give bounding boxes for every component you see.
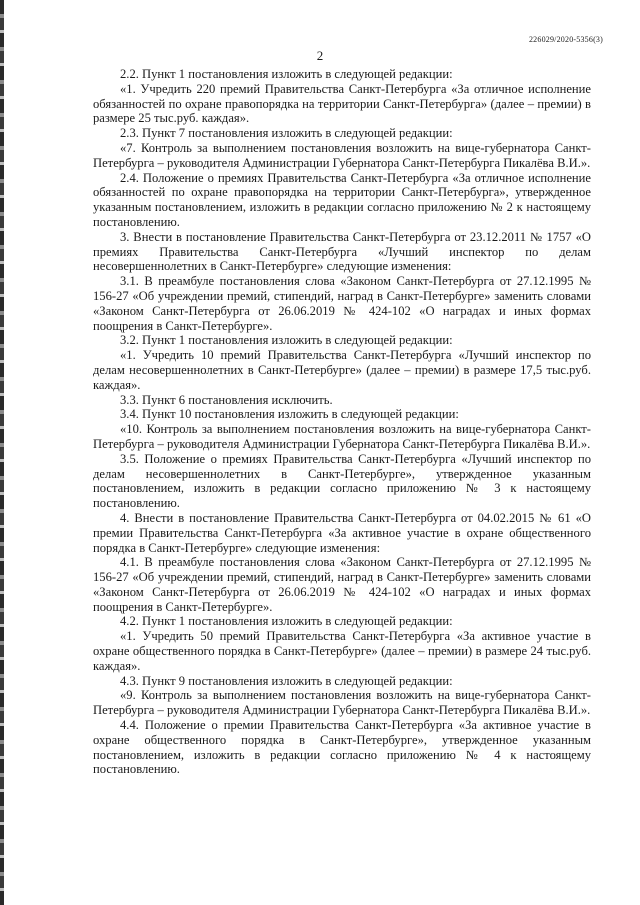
- paragraph-3-1: 3.1. В преамбуле постановления слова «Законом Санкт-Петербурга от 27.12.1995 № 156-27 «Об учреждении премий, стипендий, наград в Санкт-Петербурге» заменить словами «Законом Санкт-Петербурга от 26.06.2019 № 424-102 «О наградах и иных формах поощрения в Санкт-Петербурге».: [93, 274, 591, 333]
- paragraph-4-2-quote: «1. Учредить 50 премий Правительства Санкт-Петербурга «За активное участие в охране общественного порядка в Санкт-Петербурге» (далее – премии) в размере 24 тыс.руб. каждая».: [93, 629, 591, 673]
- paragraph-3-5: 3.5. Положение о премиях Правительства Санкт-Петербурга «Лучший инспектор по делам несовершеннолетних в Санкт-Петербурге», утвержденное указанным постановлением, изложить в редакции согласно приложению № 3 к настоящему постановлению.: [93, 451, 591, 511]
- paragraph-3-4: 3.4. Пункт 10 постановления изложить в следующей редакции:: [120, 407, 459, 422]
- paragraph-2-4: 2.4. Положение о премиях Правительства Санкт-Петербурга «За отличное исполнение обязанностей по охране правопорядка на территории Санкт-Петербурга», утвержденное указанным постановлением, изложить в редакции согласно приложению № 2 к настоящему постановлению.: [93, 170, 591, 229]
- paragraph-4-1: 4.1. В преамбуле постановления слова «Законом Санкт-Петербурга от 27.12.1995 № 156-27 «Об учреждении премий, стипендий, наград в Санкт-Петербурге» заменить словами «Законом Санкт-Петербурга от 26.06.2019 № 424-102 «О наградах и иных формах поощрения в Санкт-Петербурге».: [93, 555, 591, 614]
- paragraph-2-2: 2.2. Пункт 1 постановления изложить в следующей редакции:: [120, 67, 453, 81]
- paragraph-4-4: 4.4. Положение о премии Правительства Санкт-Петербурга «За активное участие в охране общественного порядка в Санкт-Петербурге», утвержденное указанным постановлением, изложить в редакции согласно приложению № 4 к настоящему постановлению.: [93, 718, 591, 777]
- paragraph-4-3-quote: «9. Контроль за выполнением постановления возложить на вице-губернатора Санкт-Петербурга – руководителя Администрации Губернатора Санкт-Петербурга Пикалёва В.И.».: [93, 688, 591, 718]
- paragraph-4-3: 4.3. Пункт 9 постановления изложить в следующей редакции:: [120, 673, 453, 688]
- paragraph-4: 4. Внести в постановление Правительства Санкт-Петербурга от 04.02.2015 № 61 «О премии Правительства Санкт-Петербурга «За активное участие в охране общественного порядка в Санкт-Петербурге» следующие изменения:: [93, 510, 591, 555]
- paragraph-3-2-quote: «1. Учредить 10 премий Правительства Санкт-Петербурга «Лучший инспектор по делам несовершеннолетних в Санкт-Петербурге» (далее – премии) в размере 17,5 тыс.руб. каждая».: [93, 348, 591, 392]
- paragraph-3-4-quote: «10. Контроль за выполнением постановления возложить на вице-губернатора Санкт-Петербурга – руководителя Администрации Губернатора Санкт-Петербурга Пикалёва В.И.».: [93, 422, 591, 451]
- paragraph-4-2: 4.2. Пункт 1 постановления изложить в следующей редакции:: [120, 614, 453, 629]
- paragraph-2-3: 2.3. Пункт 7 постановления изложить в следующей редакции:: [120, 126, 453, 141]
- page-number: 2: [316, 48, 324, 63]
- document-id: 226029/2020-5356(3): [528, 35, 603, 44]
- paragraph-2-2-quote: «1. Учредить 220 премий Правительства Санкт-Петербурга «За отличное исполнение обязанностей по охране правопорядка на территории Санкт-Петербурга» (далее – премии) в размере 25 тыс.руб. каждая».: [93, 81, 591, 126]
- paragraph-3-2: 3.2. Пункт 1 постановления изложить в следующей редакции:: [120, 333, 453, 348]
- paragraph-3-3: 3.3. Пункт 6 постановления исключить.: [120, 392, 333, 407]
- paragraph-3: 3. Внести в постановление Правительства Санкт-Петербурга от 23.12.2011 № 1757 «О премиях Правительства Санкт-Петербурга «Лучший инспектор по делам несовершеннолетних в Санкт-Петербурге» следующие изменения:: [93, 229, 591, 274]
- scan-edge-artifact: [0, 0, 4, 905]
- document-body: [93, 67, 591, 777]
- paragraph-2-3-quote: «7. Контроль за выполнением постановления возложить на вице-губернатора Санкт-Петербурга – руководителя Администрации Губернатора Санкт-Петербурга Пикалёва В.И.».: [93, 140, 591, 170]
